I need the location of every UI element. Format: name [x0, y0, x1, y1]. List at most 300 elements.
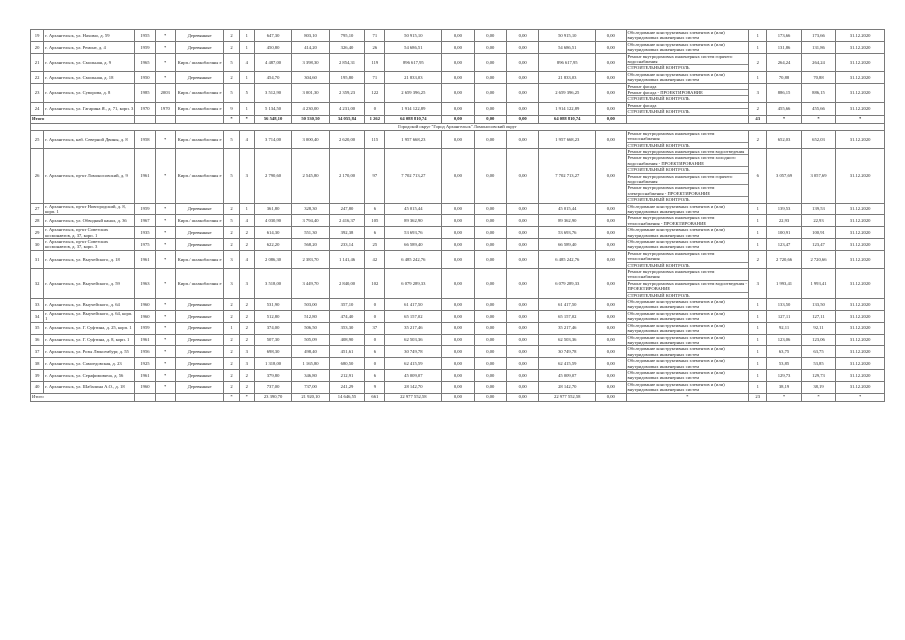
- cell-total-area: 454,70: [254, 71, 291, 83]
- cell-residential-area: 212,91: [329, 369, 364, 381]
- cell-work-types: [626, 239, 749, 251]
- table-row: [31, 102, 885, 115]
- cell-other-funds: 0,00: [596, 239, 626, 251]
- cell-residential-area: 1 141,46: [329, 250, 364, 268]
- cell-total-area: 531,90: [254, 299, 291, 311]
- cell-unit-cost: 63,75: [767, 346, 801, 358]
- cell-year-reconstructed: *: [155, 346, 175, 358]
- cell-year-built: 1975: [135, 239, 155, 251]
- table-row: [31, 358, 885, 370]
- cell-fund-local: 0,00: [507, 53, 539, 71]
- cell-total-cost: 7 702 713,27: [385, 148, 442, 203]
- cell-wall-material: Деревянные: [175, 322, 224, 334]
- cell-floors: 2: [224, 358, 239, 370]
- cell-year-reconstructed: *: [155, 299, 175, 311]
- cell-owners-funds: 6 079 289,33: [539, 269, 596, 299]
- cell-fund-regional: 0,00: [474, 148, 506, 203]
- cell-work-types: [626, 381, 749, 393]
- work-item: Ремонт внутридомовых инженерных систем теплоснабжения: [627, 269, 749, 281]
- cell-work-count: 1: [749, 227, 767, 239]
- cell-unit-cost-limit: 63,75: [801, 346, 835, 358]
- cell-fund-local: 0,00: [507, 203, 539, 215]
- cell-owners-funds: 66 589,40: [539, 239, 596, 251]
- cell-floors: 2: [224, 71, 239, 83]
- cell-wall-material: Деревянные: [175, 239, 224, 251]
- cell-fund-federal: 0,00: [442, 148, 474, 203]
- cell-year-reconstructed: *: [155, 71, 175, 83]
- cell-residential-area: 680,50: [329, 358, 364, 370]
- total-row: [31, 115, 885, 123]
- cell-fund-regional: 0,00: [474, 83, 506, 102]
- cell-fund-regional: 0,00: [474, 269, 506, 299]
- cell-owners-funds: 54 686,51: [539, 41, 596, 53]
- cell-work-count: 2: [749, 102, 767, 115]
- cell-other-funds: 0,00: [596, 83, 626, 102]
- cell-unit-cost: 139,53: [767, 203, 801, 215]
- work-item: Обследование конструктивных элементов и (или) внутридомовых инженерных систем: [627, 381, 725, 393]
- cell-unit-cost: 92,11: [767, 322, 801, 334]
- cell-entrances: 2: [239, 239, 254, 251]
- cell-work-types: [626, 102, 749, 115]
- total-floors: *: [224, 115, 239, 123]
- cell-year-reconstructed: *: [155, 334, 175, 346]
- cell-floors: 5: [224, 83, 239, 102]
- cell-completion-date: 31.12.2020: [836, 227, 885, 239]
- cell-fund-local: 0,00: [507, 239, 539, 251]
- cell-total-cost: 6 079 289,33: [385, 269, 442, 299]
- cell-work-types: [626, 53, 749, 71]
- cell-fund-federal: 0,00: [442, 310, 474, 322]
- cell-year-reconstructed: *: [155, 381, 175, 393]
- cell-row-number: 33: [31, 299, 44, 311]
- cell-wall-material: Деревянные: [175, 346, 224, 358]
- table-row: [31, 334, 885, 346]
- cell-living-area: 503,00: [292, 299, 329, 311]
- cell-total-cost: 66 589,40: [385, 239, 442, 251]
- cell-work-count: 1: [749, 310, 767, 322]
- cell-entrances: 4: [239, 53, 254, 71]
- cell-entrances: 1: [239, 30, 254, 42]
- cell-unit-cost: 264,24: [767, 53, 801, 71]
- cell-unit-cost-limit: 173,66: [801, 30, 835, 42]
- cell-total-cost: 54 686,51: [385, 41, 442, 53]
- cell-fund-regional: 0,00: [474, 346, 506, 358]
- cell-other-funds: 0,00: [596, 334, 626, 346]
- cell-other-funds: 0,00: [596, 250, 626, 268]
- cell-wall-material: Деревянные: [175, 334, 224, 346]
- cell-wall-material: Деревянные: [175, 41, 224, 53]
- work-item: Ремонт внутридомовых инженерных систем горячего водоснабжения: [627, 174, 749, 186]
- cell-work-count: 1: [749, 71, 767, 83]
- cell-residents: 37: [365, 322, 385, 334]
- cell-floors: 2: [224, 369, 239, 381]
- total-work: [626, 115, 749, 123]
- cell-residents: 42: [365, 250, 385, 268]
- table-row: [31, 130, 885, 148]
- cell-fund-federal: 0,00: [442, 269, 474, 299]
- work-item: Обследование конструктивных элементов и (или) внутридомовых инженерных систем: [627, 358, 725, 369]
- cell-year-reconstructed: *: [155, 30, 175, 42]
- cell-total-area: 647,30: [254, 30, 291, 42]
- cell-fund-regional: 0,00: [474, 227, 506, 239]
- cell-other-funds: 0,00: [596, 310, 626, 322]
- cell-total-area: 507,30: [254, 334, 291, 346]
- cell-living-area: 304,60: [292, 71, 329, 83]
- cell-address: г. Архангельск, ул. Самоедовская, д. 23: [44, 358, 135, 370]
- totals-top: [31, 115, 885, 130]
- cell-year-built: 1960: [135, 299, 155, 311]
- cell-entrances: 2: [239, 227, 254, 239]
- cell-fund-local: 0,00: [507, 358, 539, 370]
- cell-fund-federal: 0,00: [442, 358, 474, 370]
- cell-year-built: 1959: [135, 322, 155, 334]
- work-item: Обследование конструктивных элементов и (или) внутридомовых инженерных систем: [627, 346, 725, 357]
- cell-unit-cost: 131,86: [767, 41, 801, 53]
- cell-living-area: 3 449,70: [292, 269, 329, 299]
- cell-wall-material: Деревянные: [175, 71, 224, 83]
- cell-total-cost: 35 217,46: [385, 322, 442, 334]
- cell-wall-material: Деревянные: [175, 358, 224, 370]
- cell-year-reconstructed: *: [155, 148, 175, 203]
- cell-work-count: 1: [749, 239, 767, 251]
- table-row: [31, 41, 885, 53]
- cell-work-types: [626, 83, 749, 102]
- cell-residential-area: 2 170,00: [329, 148, 364, 203]
- cell-living-area: 506,50: [292, 322, 329, 334]
- cell-residential-area: 195,80: [329, 71, 364, 83]
- table-row: [31, 148, 885, 203]
- cell-work-count: 1: [749, 299, 767, 311]
- cell-unit-cost: 173,66: [767, 30, 801, 42]
- cell-year-built: 1961: [135, 334, 155, 346]
- cell-other-funds: 0,00: [596, 227, 626, 239]
- cell-residential-area: 2 840,00: [329, 269, 364, 299]
- cell-unit-cost: 22,93: [767, 215, 801, 227]
- cell-residents: 71: [365, 30, 385, 42]
- work-item: Ремонт внутридомовых инженерных систем теплоснабжения: [627, 131, 749, 143]
- cell-owners-funds: 896 617,95: [539, 53, 596, 71]
- cell-unit-cost-limit: 22,93: [801, 215, 835, 227]
- cell-entrances: 2: [239, 322, 254, 334]
- cell-entrances: 4: [239, 130, 254, 148]
- cell-entrances: 3: [239, 148, 254, 203]
- cell-work-count: 1: [749, 215, 767, 227]
- cell-total-cost: 65 157,02: [385, 310, 442, 322]
- cell-total-cost: 45 015,44: [385, 203, 442, 215]
- cell-unit-cost: 455,66: [767, 102, 801, 115]
- cell-fund-federal: 0,00: [442, 102, 474, 115]
- work-item: Ремонт внутридомовых инженерных систем горячего водоснабжения: [627, 54, 749, 66]
- cell-year-reconstructed: *: [155, 53, 175, 71]
- cell-year-reconstructed: *: [155, 41, 175, 53]
- cell-floors: 5: [224, 148, 239, 203]
- total-residential: 14 646,55: [329, 393, 364, 401]
- cell-fund-federal: 0,00: [442, 30, 474, 42]
- cell-row-number: 19: [31, 30, 44, 42]
- cell-year-reconstructed: *: [155, 269, 175, 299]
- cell-work-types: [626, 299, 749, 311]
- cell-wall-material: Кирп./ шлакоблочны е: [175, 102, 224, 115]
- table-row: [31, 53, 885, 71]
- cell-living-area: 328,30: [292, 203, 329, 215]
- cell-fund-local: 0,00: [507, 310, 539, 322]
- total-entrances: *: [239, 393, 254, 401]
- cell-unit-cost: 53,85: [767, 358, 801, 370]
- cell-fund-local: 0,00: [507, 130, 539, 148]
- cell-wall-material: Деревянные: [175, 227, 224, 239]
- cell-residential-area: 353,30: [329, 322, 364, 334]
- work-item: Ремонт фасада: [627, 84, 749, 90]
- cell-unit-cost-limit: 139,53: [801, 203, 835, 215]
- cell-total-area: 2 790,60: [254, 148, 291, 203]
- cell-owners-funds: 7 702 713,27: [539, 148, 596, 203]
- table-row: [31, 83, 885, 102]
- cell-fund-local: 0,00: [507, 71, 539, 83]
- total-row: [31, 393, 885, 401]
- cell-floors: 2: [224, 299, 239, 311]
- cell-work-count: 1: [749, 30, 767, 42]
- cell-year-reconstructed: *: [155, 358, 175, 370]
- cell-entrances: 4: [239, 215, 254, 227]
- cell-year-built: 1955: [135, 30, 155, 42]
- cell-floors: 1: [224, 322, 239, 334]
- cell-completion-date: 31.12.2020: [836, 269, 885, 299]
- total-cost: 64 088 810,74: [385, 115, 442, 123]
- cell-work-types: [626, 203, 749, 215]
- cell-entrances: 1: [239, 71, 254, 83]
- table-row: [31, 215, 885, 227]
- table-row: [31, 310, 885, 322]
- cell-residential-area: 2 359,23: [329, 83, 364, 102]
- cell-year-built: 1967: [135, 215, 155, 227]
- cell-fund-local: 0,00: [507, 148, 539, 203]
- cell-residential-area: 233,14: [329, 239, 364, 251]
- cell-entrances: 2: [239, 369, 254, 381]
- cell-living-area: 4 230,00: [292, 102, 329, 115]
- cell-fund-federal: 0,00: [442, 130, 474, 148]
- total-date: *: [836, 393, 885, 401]
- cell-unit-cost-limit: 652,03: [801, 130, 835, 148]
- cell-row-number: 35: [31, 322, 44, 334]
- cell-year-built: 1956: [135, 346, 155, 358]
- cell-year-built: 1960: [135, 381, 155, 393]
- cell-entrances: 3: [239, 269, 254, 299]
- cell-owners-funds: 62 503,36: [539, 334, 596, 346]
- work-item: СТРОИТЕЛЬНЫЙ КОНТРОЛЬ: [627, 197, 690, 203]
- cell-completion-date: 31.12.2020: [836, 30, 885, 42]
- cell-completion-date: 31.12.2020: [836, 239, 885, 251]
- cell-unit-cost: 1 993,41: [767, 269, 801, 299]
- table-row: [31, 269, 885, 299]
- cell-residents: 6: [365, 227, 385, 239]
- cell-residents: 122: [365, 83, 385, 102]
- cell-address: г. Архангельск, ул. Обводный канал, д. 36: [44, 215, 135, 227]
- cell-fund-local: 0,00: [507, 41, 539, 53]
- cell-owners-funds: 45 009,07: [539, 369, 596, 381]
- cell-address: г. Архангельск, ул. Выучейского, д. 18: [44, 250, 135, 268]
- total-fund1: 0,00: [442, 115, 474, 123]
- cell-fund-regional: 0,00: [474, 30, 506, 42]
- cell-completion-date: 31.12.2020: [836, 369, 885, 381]
- cell-total-cost: 61 417,50: [385, 299, 442, 311]
- cell-work-count: 1: [749, 322, 767, 334]
- cell-total-area: 3 512,90: [254, 83, 291, 102]
- cell-other-funds: 0,00: [596, 322, 626, 334]
- cell-fund-regional: 0,00: [474, 322, 506, 334]
- cell-owners-funds: 28 142,70: [539, 381, 596, 393]
- work-item: Обследование конструктивных элементов и (или) внутридомовых инженерных систем: [627, 322, 725, 334]
- total-floors: *: [224, 393, 239, 401]
- cell-fund-federal: 0,00: [442, 71, 474, 83]
- cell-year-built: 1959: [135, 41, 155, 53]
- cell-row-number: 26: [31, 148, 44, 203]
- cell-unit-cost-limit: 100,91: [801, 227, 835, 239]
- cell-completion-date: 31.12.2020: [836, 250, 885, 268]
- cell-owners-funds: 50 915,10: [539, 30, 596, 42]
- cell-year-built: 1961: [135, 369, 155, 381]
- cell-total-area: 1 318,00: [254, 358, 291, 370]
- cell-year-reconstructed: 1970: [155, 102, 175, 115]
- total-label: Итого: [31, 393, 135, 401]
- cell-total-cost: 45 009,07: [385, 369, 442, 381]
- cell-fund-local: 0,00: [507, 381, 539, 393]
- table-row: [31, 227, 885, 239]
- cell-address: г. Архангельск, ул. Г. Суфтина, д. 25, корп. 1: [44, 322, 135, 334]
- cell-floors: 2: [224, 203, 239, 215]
- cell-living-area: 551,30: [292, 227, 329, 239]
- cell-residents: 105: [365, 215, 385, 227]
- cell-work-count: 1: [749, 346, 767, 358]
- cell-floors: 5: [224, 130, 239, 148]
- cell-floors: 2: [224, 310, 239, 322]
- cell-residential-area: 326,40: [329, 41, 364, 53]
- work-item: Обследование конструктивных элементов и (или) внутридомовых инженерных систем: [627, 369, 725, 381]
- cell-address: г. Архангельск, ул. Смольная, д. 18: [44, 71, 135, 83]
- cell-total-area: 622,20: [254, 239, 291, 251]
- cell-row-number: 25: [31, 130, 44, 148]
- cell-work-types: [626, 227, 749, 239]
- cell-wall-material: Деревянные: [175, 310, 224, 322]
- cell-entrances: 2: [239, 310, 254, 322]
- cell-unit-cost: 70,88: [767, 71, 801, 83]
- cell-row-number: 36: [31, 334, 44, 346]
- table-row: [31, 203, 885, 215]
- cell-fund-local: 0,00: [507, 30, 539, 42]
- cell-work-count: 2: [749, 53, 767, 71]
- table-row: [31, 369, 885, 381]
- cell-entrances: 5: [239, 83, 254, 102]
- cell-living-area: 568,20: [292, 239, 329, 251]
- cell-completion-date: 31.12.2020: [836, 334, 885, 346]
- cell-completion-date: 31.12.2020: [836, 53, 885, 71]
- cell-wall-material: Кирп./ шлакоблочны е: [175, 250, 224, 268]
- cell-entrances: 2: [239, 381, 254, 393]
- cell-work-types: [626, 346, 749, 358]
- cell-total-cost: 896 617,95: [385, 53, 442, 71]
- cell-wall-material: Кирп./ шлакоблочны е: [175, 83, 224, 102]
- cell-floors: 2: [224, 334, 239, 346]
- cell-work-count: 1: [749, 369, 767, 381]
- cell-living-area: 346,80: [292, 369, 329, 381]
- cell-address: г. Архангельск, ул. Ремонт, д. 4: [44, 41, 135, 53]
- cell-year-reconstructed: *: [155, 215, 175, 227]
- cell-total-cost: 62 503,36: [385, 334, 442, 346]
- cell-total-area: 379,80: [254, 369, 291, 381]
- cell-completion-date: 31.12.2020: [836, 148, 885, 203]
- work-item: Обследование конструктивных элементов и (или) внутридомовых инженерных систем: [627, 41, 725, 53]
- cell-owners-funds: 45 015,44: [539, 203, 596, 215]
- cell-completion-date: 31.12.2020: [836, 346, 885, 358]
- cell-work-types: [626, 30, 749, 42]
- cell-work-types: [626, 215, 749, 227]
- cell-wall-material: Кирп./ шлакоблочны е: [175, 215, 224, 227]
- cell-address: г. Архангельск, ул. Выучейского, д. 64, корп. 1: [44, 310, 135, 322]
- cell-address: г. Архангельск, пр-кт Советских космонавтов, д. 37, корп. 1: [44, 227, 135, 239]
- cell-row-number: 38: [31, 358, 44, 370]
- total-label: Итого: [31, 115, 135, 123]
- cell-address: г. Архангельск, ул. Смольная, д. 9: [44, 53, 135, 71]
- cell-total-cost: 53 693,76: [385, 227, 442, 239]
- cell-residents: 102: [365, 269, 385, 299]
- work-item: Ремонт фасада - ПРОЕКТИРОВАНИЕ: [627, 90, 749, 96]
- cell-address: г. Архангельск, пр-кт Новгородский, д. 8, корп. 1: [44, 203, 135, 215]
- cell-work-types: [626, 310, 749, 322]
- cell-row-number: 37: [31, 346, 44, 358]
- cell-row-number: 24: [31, 102, 44, 115]
- cell-fund-regional: 0,00: [474, 71, 506, 83]
- cell-year-built: 1925: [135, 358, 155, 370]
- cell-work-types: [626, 130, 749, 148]
- cell-row-number: 23: [31, 83, 44, 102]
- cell-living-area: 505,09: [292, 334, 329, 346]
- cell-wall-material: Деревянные: [175, 381, 224, 393]
- cell-living-area: 803,10: [292, 30, 329, 42]
- total-area: 56 548,10: [254, 115, 291, 123]
- cell-total-area: 737,00: [254, 381, 291, 393]
- cell-unit-cost: 2 720,66: [767, 250, 801, 268]
- cell-residents: 6: [365, 203, 385, 215]
- cell-residential-area: 2 854,31: [329, 53, 364, 71]
- cell-fund-regional: 0,00: [474, 215, 506, 227]
- cell-completion-date: 31.12.2020: [836, 215, 885, 227]
- cell-living-area: 512,80: [292, 310, 329, 322]
- cell-unit-cost: 38,19: [767, 381, 801, 393]
- cell-fund-federal: 0,00: [442, 203, 474, 215]
- cell-residents: 0: [365, 358, 385, 370]
- table-row: [31, 30, 885, 42]
- cell-residents: 119: [365, 53, 385, 71]
- cell-owners-funds: 1 957 668,23: [539, 130, 596, 148]
- cell-year-built: 1961: [135, 250, 155, 268]
- total-unit1: *: [767, 393, 801, 401]
- cell-living-area: 3 000,40: [292, 130, 329, 148]
- cell-unit-cost-limit: 131,86: [801, 41, 835, 53]
- cell-wall-material: Деревянные: [175, 203, 224, 215]
- cell-fund-federal: 0,00: [442, 215, 474, 227]
- cell-residents: 25: [365, 239, 385, 251]
- cell-residential-area: 241,29: [329, 381, 364, 393]
- work-item: Обследование конструктивных элементов и (или) внутридомовых инженерных систем: [627, 299, 725, 310]
- cell-fund-local: 0,00: [507, 334, 539, 346]
- cell-other-funds: 0,00: [596, 53, 626, 71]
- cell-fund-local: 0,00: [507, 83, 539, 102]
- cell-other-funds: 0,00: [596, 203, 626, 215]
- section-title: Городской округ "Город Архангельск" Ломоносовский округ: [31, 123, 885, 130]
- cell-wall-material: Деревянные: [175, 299, 224, 311]
- work-item: Ремонт внутридомовых инженерных систем теплоснабжения - ПРОЕКТИРОВАНИЕ: [627, 215, 715, 226]
- cell-floors: 2: [224, 381, 239, 393]
- table-row: [31, 346, 885, 358]
